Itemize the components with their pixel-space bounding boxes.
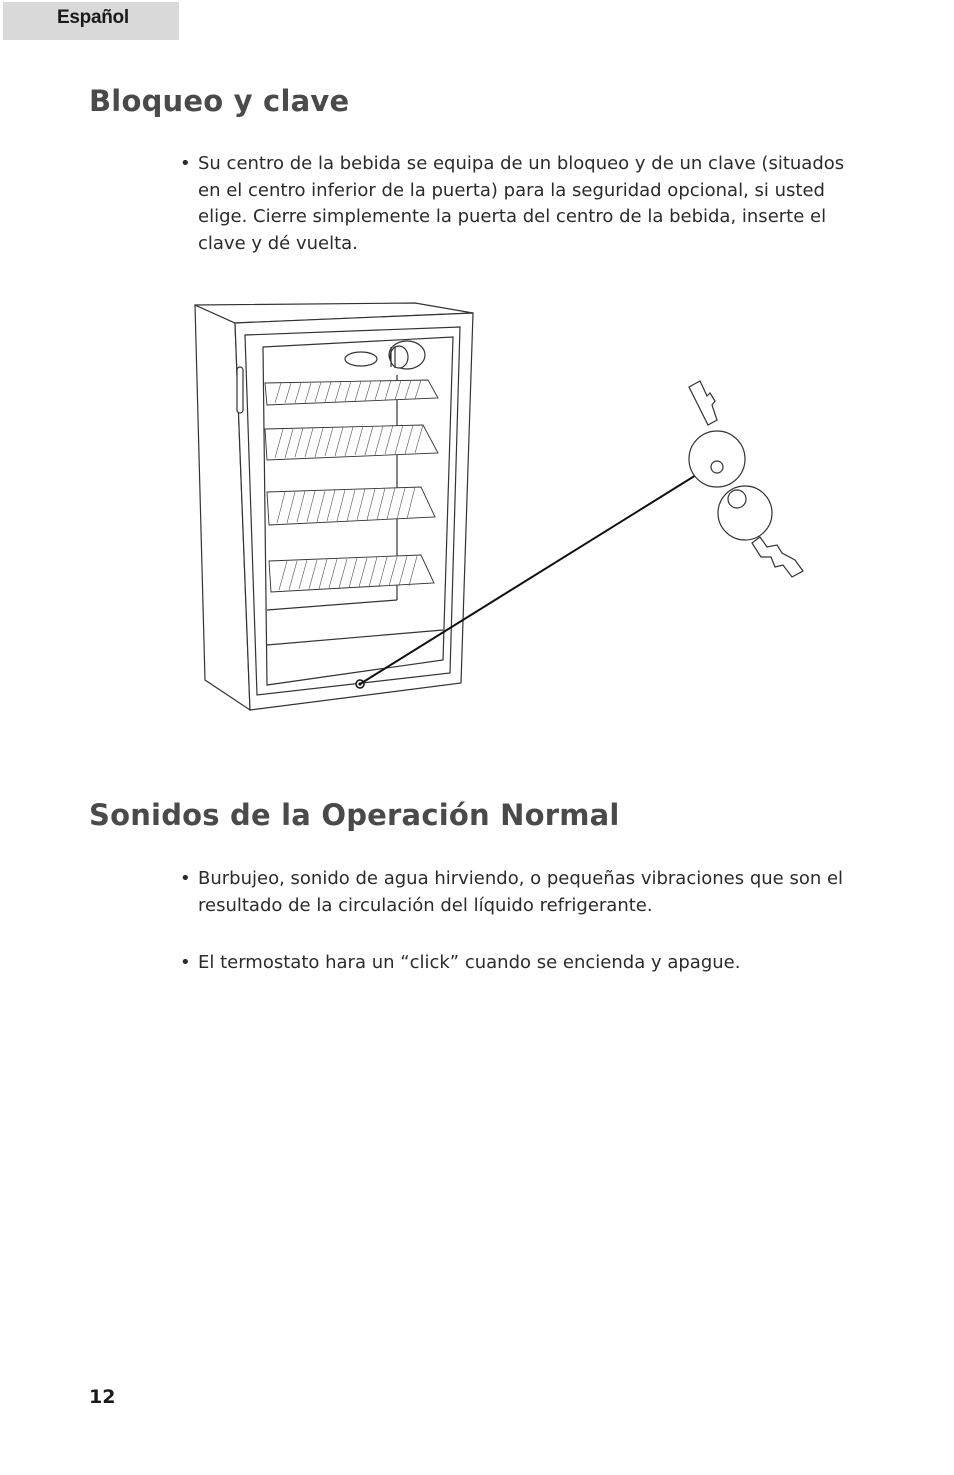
door-handle bbox=[237, 367, 243, 413]
section-title-lock: Bloqueo y clave bbox=[89, 84, 350, 118]
lock-bullet bbox=[180, 151, 868, 257]
key-icon bbox=[718, 486, 803, 577]
brand-logo-icon bbox=[345, 352, 377, 366]
section-title-sounds: Sonidos de la Operación Normal bbox=[89, 798, 620, 832]
lock-bullet-text: Su centro de la bebida se equipa de un bloqueo y de un clave (situados en el centro inferior de la puerta) para la seguridad opcional, si usted elige. Cierre simplemente la puerta del centro de la bebida, inserte el clave y dé vuelta. bbox=[198, 153, 845, 254]
sounds-bullet bbox=[180, 866, 868, 919]
sounds-bullet-text: Burbujeo, sonido de agua hirviendo, o pequeñas vibraciones que son el resultado de la circulación del líquido refrigerante. bbox=[198, 868, 844, 916]
beverage-center-lock-illustration bbox=[185, 295, 815, 720]
thermostat-knob-icon bbox=[389, 341, 425, 369]
page-number: 12 bbox=[89, 1386, 116, 1408]
bullet-icon: • bbox=[180, 153, 191, 174]
key-icon bbox=[689, 381, 745, 487]
language-tab: Español bbox=[3, 2, 179, 40]
bullet-icon: • bbox=[180, 952, 191, 973]
sounds-bullet-text: El termostato hara un “click” cuando se encienda y apague. bbox=[198, 952, 741, 973]
bullet-icon: • bbox=[180, 868, 191, 889]
sounds-bullet bbox=[180, 950, 868, 977]
